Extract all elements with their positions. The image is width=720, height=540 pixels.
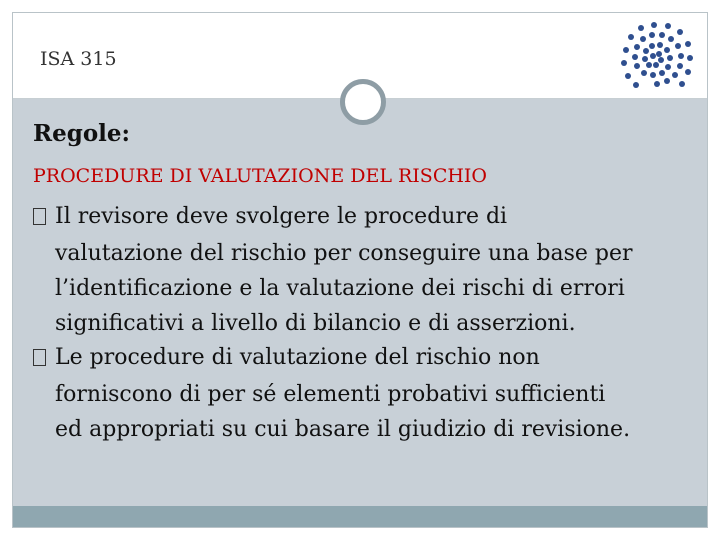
slide-heading: Regole: (33, 120, 131, 147)
spiral-dots-icon (612, 20, 694, 92)
bullet-line: forniscono di per sé elementi probativi sufficienti (55, 382, 606, 407)
bullet-item (33, 199, 703, 341)
bullet-line: Il revisore deve svolgere le procedure di (55, 204, 508, 229)
bullet-item (33, 340, 703, 447)
bullet-line: l’identificazione e la valutazione dei rischi di errori (55, 276, 625, 301)
bullet-line: valutazione del rischio per conseguire una base per (55, 241, 633, 266)
box-bullet-icon (33, 340, 55, 377)
slide-subheading: PROCEDURE DI VALUTAZIONE DEL RISCHIO (33, 165, 488, 187)
ring-icon (340, 79, 386, 125)
slide-title: ISA 315 (40, 48, 117, 70)
bullet-line: ed appropriati su cui basare il giudizio di revisione. (55, 417, 631, 442)
bullet-line: significativi a livello di bilancio e di asserzioni. (55, 311, 576, 336)
bullet-line: Le procedure di valutazione del rischio non (55, 345, 540, 370)
box-bullet-icon (33, 199, 55, 236)
footer-bar (13, 506, 707, 527)
